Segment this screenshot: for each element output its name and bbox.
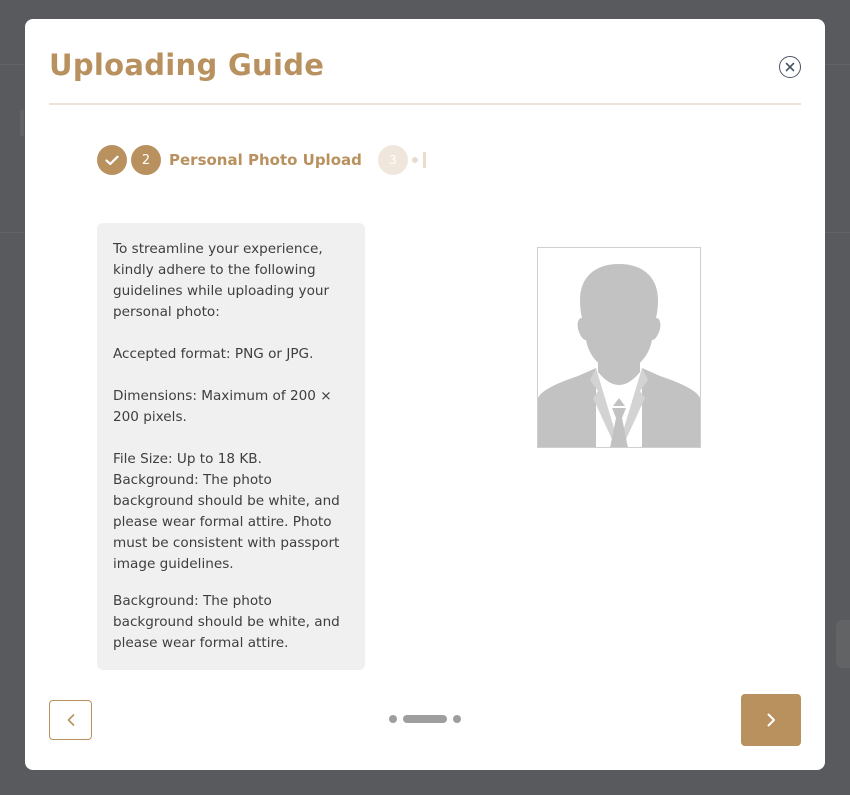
step-current-label: Personal Photo Upload xyxy=(169,151,362,169)
close-button[interactable] xyxy=(779,56,801,78)
step-next-number: 3 xyxy=(378,145,408,175)
page-dot-2-active[interactable] xyxy=(403,715,447,723)
sample-photo xyxy=(537,247,701,448)
title-divider xyxy=(49,103,801,105)
guideline-size-background: File Size: Up to 18 KB. Background: The photo background should be white, and please wear formal attire. Photo must be consistent with passport image guidelines. xyxy=(113,451,340,572)
check-icon xyxy=(105,155,119,166)
guideline-format: Accepted format: PNG or JPG. xyxy=(113,346,314,362)
guidelines-panel xyxy=(97,223,365,670)
next-button[interactable] xyxy=(741,694,801,746)
page-dot-1[interactable] xyxy=(389,715,397,723)
previous-button[interactable] xyxy=(49,700,92,740)
step-connector-dot xyxy=(412,157,418,163)
guideline-background-note: Background: The photo background should be white, and please wear formal attire. xyxy=(113,593,340,651)
step-connector-bar xyxy=(423,152,426,168)
step-current-number: 2 xyxy=(131,145,161,175)
chevron-left-icon xyxy=(67,714,75,726)
person-silhouette-icon xyxy=(538,248,700,447)
uploading-guide-modal xyxy=(25,19,825,770)
page-dot-3[interactable] xyxy=(453,715,461,723)
close-circle-icon xyxy=(785,62,795,72)
chevron-right-icon xyxy=(767,713,776,727)
step-completed xyxy=(97,145,127,175)
modal-title: Uploading Guide xyxy=(49,48,325,82)
guideline-dimensions: Dimensions: Maximum of 200 × 200 pixels. xyxy=(113,388,332,425)
guideline-intro: To streamline your experience, kindly adhere to the following guidelines while uploading your personal photo: xyxy=(113,241,330,320)
